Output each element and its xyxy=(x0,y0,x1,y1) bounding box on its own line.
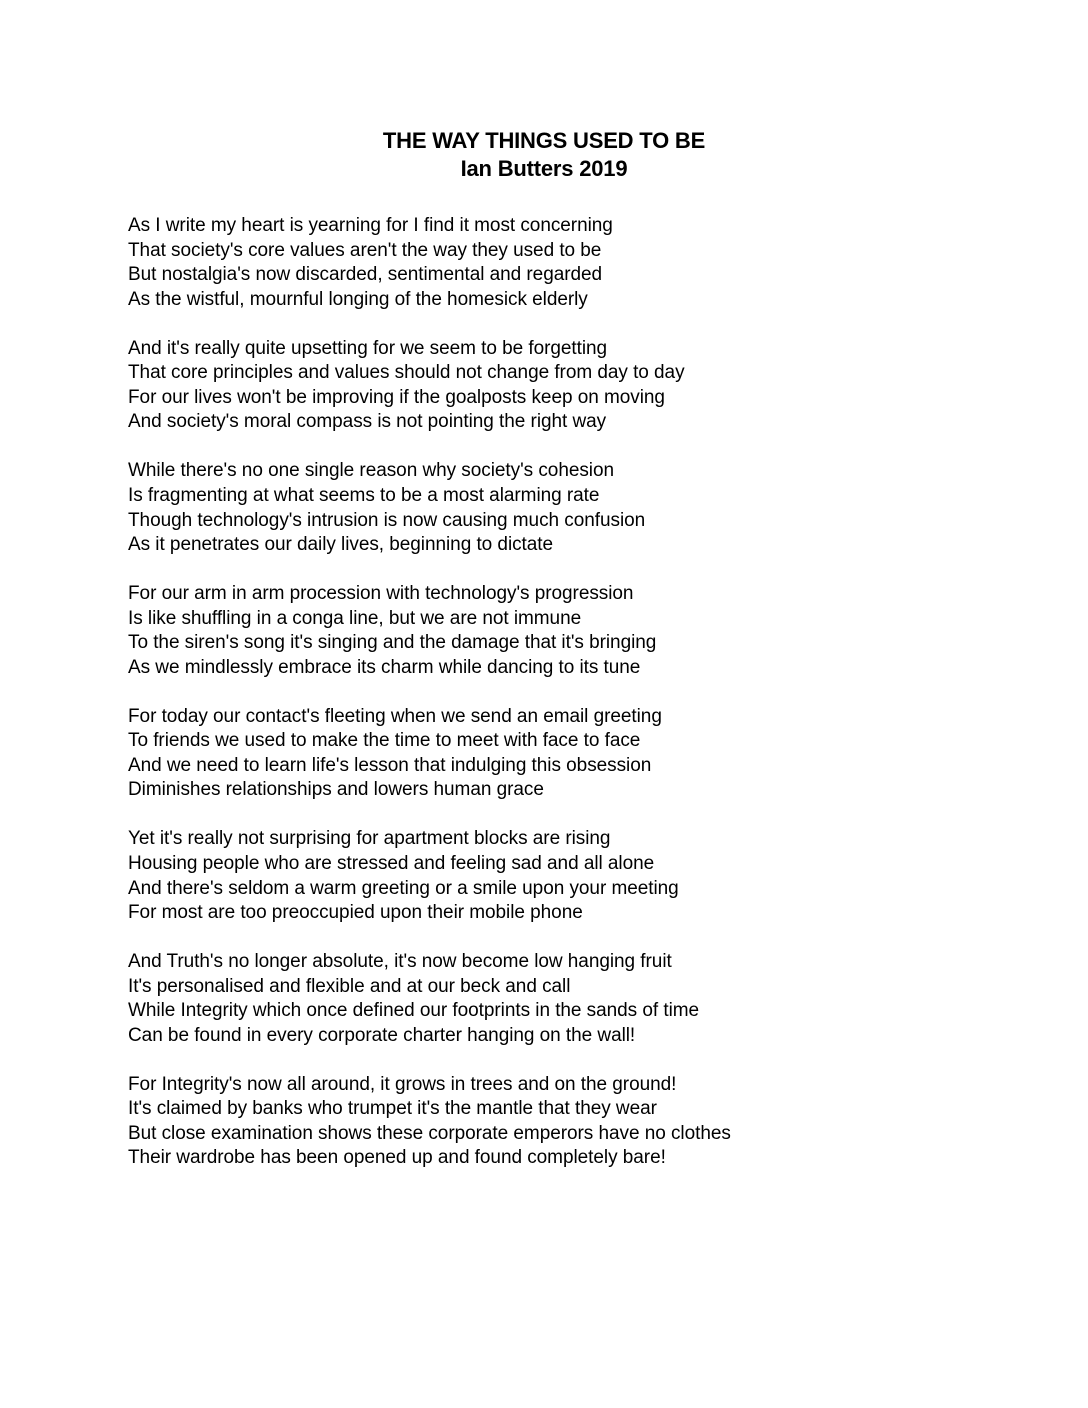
poem-line: Diminishes relationships and lowers human grace xyxy=(128,779,544,801)
poem-line: And society's moral compass is not pointing the right way xyxy=(128,411,607,433)
poem-line: For our arm in arm procession with technology's progression xyxy=(128,583,634,605)
poem-line: Is like shuffling in a conga line, but we are not immune xyxy=(128,607,582,629)
poem-line: That core principles and values should not change from day to day xyxy=(128,362,685,384)
stanza-3 xyxy=(128,459,1028,557)
stanza-2 xyxy=(128,337,1028,435)
poem-line: Their wardrobe has been opened up and found completely bare! xyxy=(128,1147,666,1169)
poem-line: For today our contact's fleeting when we send an email greeting xyxy=(128,705,662,727)
poem-line: Is fragmenting at what seems to be a most alarming rate xyxy=(128,484,600,506)
poem-line: And it's really quite upsetting for we seem to be forgetting xyxy=(128,337,608,359)
poem-line: As I write my heart is yearning for I find it most concerning xyxy=(128,215,613,236)
stanza-7 xyxy=(128,950,1028,1048)
poem-line: And Truth's no longer absolute, it's now become low hanging fruit xyxy=(128,951,672,973)
poem-line: For Integrity's now all around, it grows in trees and on the ground! xyxy=(128,1073,677,1095)
poem-line: To friends we used to make the time to meet with face to face xyxy=(128,730,641,752)
poem-byline: Ian Butters 2019 xyxy=(460,156,628,181)
poem-line: As it penetrates our daily lives, beginning to dictate xyxy=(128,534,554,556)
poem-line: Though technology's intrusion is now causing much confusion xyxy=(128,509,646,531)
poem-line: For our lives won't be improving if the goalposts keep on moving xyxy=(128,386,665,408)
poem-line: But nostalgia's now discarded, sentimental and regarded xyxy=(128,264,603,286)
document-header xyxy=(0,127,1088,183)
poem-title: THE WAY THINGS USED TO BE xyxy=(382,128,706,153)
stanza-1 xyxy=(128,214,1028,312)
poem-line: While Integrity which once defined our footprints in the sands of time xyxy=(128,1000,700,1022)
poem-body xyxy=(128,214,1028,1195)
stanza-4 xyxy=(128,582,1028,680)
poem-line: Can be found in every corporate charter hanging on the wall! xyxy=(128,1024,636,1046)
poem-line: Yet it's really not surprising for apartment blocks are rising xyxy=(128,828,611,850)
stanza-8 xyxy=(128,1073,1028,1171)
poem-line: To the siren's song it's singing and the damage that it's bringing xyxy=(128,632,657,654)
stanza-5 xyxy=(128,705,1028,803)
poem-line: It's personalised and flexible and at our beck and call xyxy=(128,975,571,997)
poem-line: As we mindlessly embrace its charm while dancing to its tune xyxy=(128,656,641,678)
poem-line: It's claimed by banks who trumpet it's the mantle that they wear xyxy=(128,1098,657,1120)
poem-line: But close examination shows these corporate emperors have no clothes xyxy=(128,1122,731,1144)
poem-line: Housing people who are stressed and feeling sad and all alone xyxy=(128,852,655,874)
poem-line: As the wistful, mournful longing of the homesick elderly xyxy=(128,288,588,310)
stanza-6 xyxy=(128,827,1028,925)
poem-line: For most are too preoccupied upon their mobile phone xyxy=(128,902,583,924)
poem-line: That society's core values aren't the way they used to be xyxy=(128,239,602,261)
poem-line: While there's no one single reason why society's cohesion xyxy=(128,460,615,482)
poem-line: And there's seldom a warm greeting or a smile upon your meeting xyxy=(128,877,679,899)
poem-line: And we need to learn life's lesson that indulging this obsession xyxy=(128,754,652,776)
